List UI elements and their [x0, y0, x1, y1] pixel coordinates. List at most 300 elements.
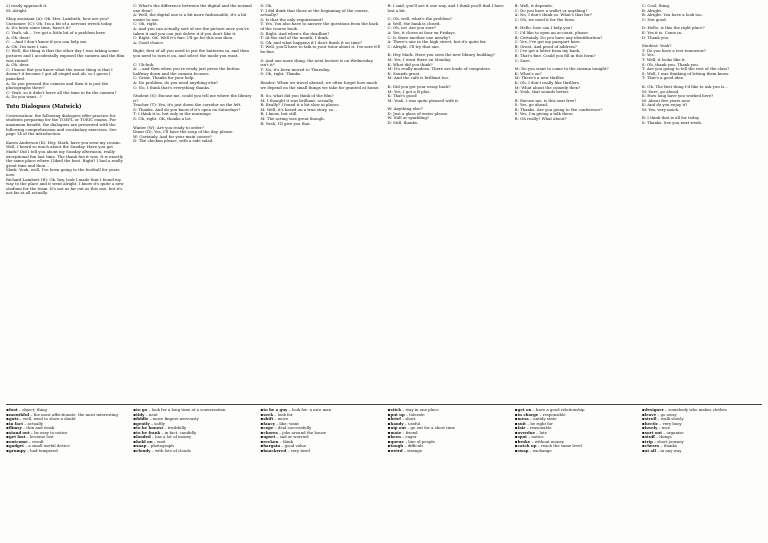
glossary-definition: thin and weak	[26, 425, 55, 430]
glossary-column-3	[260, 408, 380, 540]
dialogue-line: B: Hello, how can I help you?	[514, 25, 573, 31]
glossary-separator: –	[273, 425, 278, 430]
glossary-definition: be right for	[530, 420, 553, 426]
dialogue-line: R: I think that is all for today.	[641, 115, 700, 121]
glossary-separator: –	[29, 411, 34, 417]
dialogue-line: C: Oh, we need it for the form.	[514, 16, 576, 22]
dialogue-line: A: Oh, dear!	[6, 34, 31, 40]
glossary-separator: –	[147, 408, 152, 412]
glossary-definition: notice	[531, 434, 544, 439]
dialogue-line: M: Yes, very much.	[641, 106, 680, 112]
glossary-term: cope	[263, 425, 274, 430]
dialogue-line: S: Oh, right. OK, thanks a lot.	[133, 116, 192, 122]
glossary-term: to be a guy	[263, 408, 289, 412]
dialogue-line: A: There's one in the high street, but it's quite far.	[387, 39, 487, 45]
glossary-term: outcome	[9, 438, 28, 444]
bullet-icon: ▪	[133, 416, 136, 421]
glossary-separator: –	[535, 429, 540, 435]
dialogue-line: R: Yeah, I'll give you that.	[260, 120, 311, 126]
dialogue-line: R: I said, you'll see it one way, and I think you'll find I have lost a bit.	[387, 4, 504, 13]
glossary-separator: –	[525, 425, 530, 430]
dialogue-line: A: Good choice.	[133, 39, 165, 45]
glossary-definition: deal successfully	[277, 425, 312, 430]
dialogue-line: B: Certainly. Do you have any identification?	[514, 34, 603, 40]
dialogue-line: T: No, it's been moved to Thursday.	[260, 66, 331, 72]
dialogue-line: S: Right. And when's the deadline?	[260, 30, 330, 36]
glossary-separator: –	[656, 416, 661, 421]
dialogue-line: T: At the end of the month, I think.	[260, 35, 329, 41]
bullet-icon: ▪	[387, 425, 391, 430]
bullet-icon: ▪	[641, 420, 645, 426]
dialogue-line: M: About five years now.	[641, 97, 691, 103]
glossary-term: to go	[136, 408, 148, 412]
glossary-separator: –	[402, 447, 407, 453]
glossary-definition: with lots of clouds	[154, 447, 191, 453]
dialogue-line: S: Yes.	[641, 52, 655, 58]
dialogue-line: A: So you pressed the camera and then it is just the photographs there?	[6, 80, 109, 91]
bullet-icon: ▪	[641, 447, 645, 453]
dialogue-line: S: Yes, go ahead.	[514, 102, 549, 108]
dialogue-line: A: Well, the digital one is a bit more fashionable, it's a bit easier to use.	[133, 12, 247, 22]
glossary-definition: like; want	[279, 420, 299, 426]
glossary-separator: –	[528, 447, 533, 453]
glossary-separator: –	[400, 434, 406, 439]
glossary-separator: –	[150, 434, 156, 439]
glossary-term: grumpy	[9, 447, 26, 453]
dialogue-line: Customer: (C): Oh, I'm a bit of a nervous wreck today.	[6, 20, 113, 26]
bullet-icon: ▪	[514, 443, 518, 448]
glossary-separator: –	[536, 443, 541, 448]
dialogue-line: C: Cool, thing.	[641, 4, 671, 8]
glossary-definition: things	[659, 434, 672, 439]
glossary-term: suit	[517, 420, 526, 426]
dialogue-line: K: Oh, I don't really like thrillers.	[514, 79, 581, 85]
bullet-icon: ▪	[133, 447, 136, 453]
dialogue-line: B: Alright. You have a look too.	[641, 12, 703, 18]
dialogue-line: M: There's a new thriller.	[514, 75, 565, 81]
dialogue-line: M: I thought it was brilliant, actually.	[260, 97, 334, 103]
bullet-icon: ▪	[260, 438, 263, 444]
glossary-separator: –	[18, 416, 23, 421]
dialogue-line: C: Great. Thanks for your help.	[133, 75, 195, 81]
glossary-term: in fact	[9, 420, 24, 426]
bullet-icon: ▪	[514, 420, 518, 426]
dialogue-line: M: Yes, I went there on Monday.	[387, 56, 452, 62]
glossary-separator: –	[280, 443, 285, 448]
dialogue-line: B: Great. And proof of address?	[514, 43, 578, 49]
bullet-icon: ▪	[387, 443, 391, 448]
glossary-separator: –	[152, 438, 157, 444]
glossary-separator: –	[17, 408, 23, 412]
glossary-definition: actually	[27, 420, 44, 426]
glossary-term: flimsy	[9, 425, 22, 430]
glossary-separator: –	[526, 434, 532, 439]
glossary-definition: short journey	[657, 438, 684, 444]
glossary-section	[6, 404, 762, 540]
dialogue-line: K: What did you think?	[387, 61, 433, 67]
dialogue-line: D: Just a glass of water please.	[387, 110, 449, 116]
glossary-column-1	[6, 408, 126, 540]
glossary-definition: truthfully	[167, 425, 187, 430]
dialogue-line: C: ...And I don't know if you can help me.	[6, 39, 88, 45]
glossary-definition: think	[282, 438, 293, 444]
glossary-term: in charge	[517, 411, 539, 417]
dialogue-line: Mark: Yeah, well, I've been going to the football for years now.	[6, 167, 120, 177]
bullet-icon: ▪	[514, 434, 518, 439]
dialogue-line: C: Do you have a wallet or anything?	[514, 7, 588, 13]
glossary-definition: move fingers nervously	[152, 416, 199, 421]
dialogue-line: M: Well, it's based on a true story, so...	[260, 106, 337, 112]
glossary-separator: –	[528, 416, 534, 421]
glossary-term: seek	[263, 411, 274, 417]
glossary-separator: –	[21, 425, 27, 430]
bullet-icon: ▪	[133, 408, 136, 412]
dialogue-line: S: Thanks. See you next week.	[641, 120, 702, 126]
glossary-definition: friend	[405, 429, 418, 435]
dialogue-line: D: Thank you.	[641, 34, 670, 40]
glossary-separator: –	[23, 420, 28, 426]
glossary-definition: object; thing	[22, 408, 48, 412]
glossary-separator: –	[656, 411, 661, 417]
dialogue-line: R: Oh really? What about?	[514, 116, 567, 122]
glossary-definition: in fact, candidly	[164, 429, 197, 435]
bullet-icon: ▪	[387, 438, 391, 444]
bullet-icon: ▪	[6, 447, 9, 453]
glossary-term: tidy	[136, 411, 145, 417]
dialogue-line: C: Oh, no! Are you sure?	[387, 25, 437, 31]
bullet-icon: ▪	[514, 416, 518, 421]
glossary-term: stroll	[644, 416, 657, 421]
glossary-definition: bad-tempered	[30, 447, 58, 453]
glossary-entry	[6, 449, 126, 454]
glossary-term: stuff	[644, 434, 655, 439]
glossary-definition: result	[32, 438, 44, 444]
bullet-icon: ▪	[387, 416, 391, 421]
dialogue-line: Richard Lambert (R): Ok, hey, look I made that I found my way to the place and it went alright. I know it's quite a new stadium for the team. It's not as far out as this one, but it's not far at all actually.	[6, 176, 124, 196]
text-column-3	[260, 4, 380, 400]
glossary-term: mess	[517, 416, 529, 421]
dialogue-line: D: Still, thanks.	[387, 120, 419, 126]
glossary-term: knackered	[263, 447, 287, 453]
dialogue-line: A: Oh, I'm sure I can.	[6, 43, 48, 49]
dialogue-line: Conversation: the following dialogues offer practice for students preparing for the TOEFL or TOEIC exams. For maximum benefit, the dialogues are presented with the following comprehension and vocabulary exercises. See page 14 of the introduction.	[6, 112, 117, 137]
glossary-term: stand out	[9, 429, 30, 435]
glossary-separator: –	[657, 425, 662, 430]
glossary-separator: –	[401, 429, 406, 435]
text-column-4	[387, 4, 507, 400]
glossary-term: put up	[390, 411, 405, 417]
glossary-term: bargain	[263, 443, 281, 448]
glossary-entry	[642, 449, 762, 454]
glossary-term: lovely	[644, 425, 658, 430]
glossary-definition: well, used to show a doubt	[22, 416, 76, 421]
dialogue-line: T: Well, you'll have to talk to your tutor about it. I'm sure it'll be fine.	[260, 44, 381, 54]
bullet-icon: ▪	[514, 447, 518, 453]
glossary-definition: short	[405, 416, 416, 421]
glossary-separator: –	[403, 443, 408, 448]
glossary-term: catch up	[517, 443, 537, 448]
glossary-term: trip	[644, 438, 653, 444]
glossary-term: fair	[517, 425, 526, 430]
bullet-icon: ▪	[133, 411, 136, 417]
dialogue-line: A: Well, the bank is closed.	[387, 20, 441, 26]
glossary-term: overdue	[517, 429, 536, 435]
dialogue-line: K: Did you get your essay back?	[387, 83, 451, 89]
dialogue-line: K: And do you enjoy it?	[641, 102, 688, 108]
dialogue-line: S: Thanks. And do you know if it's open on Saturdays?	[133, 106, 241, 112]
dialogue-line: Reader: When we travel abroad, we often forget how much we depend on the small things we take for granted at home.	[260, 79, 380, 90]
glossary-term: fiddle	[136, 416, 149, 421]
bullet-icon: ▪	[260, 447, 263, 453]
glossary-term: designer	[644, 408, 664, 412]
glossary-definition: has a lot of money	[155, 434, 192, 439]
dialogue-line: A: Yes, it closes at four on Fridays.	[387, 29, 456, 35]
glossary-separator: –	[29, 429, 35, 435]
bullet-icon: ▪	[260, 434, 263, 439]
glossary-separator: –	[163, 425, 168, 430]
dialogue-line: C: Is there another one nearby?	[387, 34, 451, 40]
bullet-icon: ▪	[641, 416, 645, 421]
dialogue-line: A: ...and then when you're ready just press the button halfway down and the camera focuses.	[133, 66, 240, 76]
glossary-separator: –	[274, 420, 280, 426]
glossary-separator: –	[278, 438, 283, 444]
glossary-separator: –	[658, 420, 663, 426]
glossary-definition: go out for a short time	[410, 425, 455, 430]
bullet-icon: ▪	[641, 425, 645, 430]
glossary-separator: –	[273, 411, 278, 417]
glossary-definition: responsible	[542, 411, 566, 417]
dialogue-line: T: That's a good idea.	[641, 75, 685, 81]
glossary-separator: –	[150, 447, 155, 453]
glossary-term: hectic	[644, 420, 659, 426]
dialogue-line: B: That's fine. Could you fill in this form?	[514, 52, 596, 58]
dialogue-line: S: Ok.	[260, 4, 273, 8]
bullet-icon: ▪	[133, 420, 136, 426]
dialogue-line: S: And one more thing, the next lecture is on Wednesday, isn't it?	[260, 57, 374, 68]
bullet-icon: ▪	[514, 408, 518, 412]
glossary-separator: –	[148, 416, 153, 421]
dialogue-line: T: Well, it looks like it.	[641, 56, 686, 62]
glossary-definition: tolerate	[409, 411, 425, 417]
glossary-definition: walk slowly	[660, 416, 684, 421]
glossary-term: to be frank	[136, 429, 161, 435]
glossary-term: swap	[517, 447, 529, 453]
glossary-term: shift	[263, 416, 274, 421]
dialogue-line: Waiter (W): Are you ready to order?	[133, 124, 204, 130]
dialogue-line: K: What's on?	[514, 70, 542, 76]
dialogue-line: A: Do you want...?	[6, 94, 42, 100]
glossary-definition: stay in one place	[405, 408, 439, 412]
glossary-separator: –	[525, 420, 531, 426]
glossary-separator: –	[538, 411, 543, 417]
bullet-icon: ▪	[6, 416, 9, 421]
bullet-icon: ▪	[6, 443, 9, 448]
glossary-definition: line of people	[408, 438, 435, 444]
glossary-term: to be honest	[136, 425, 164, 430]
glossary-separator: –	[275, 434, 280, 439]
glossary-term: mouthful	[9, 411, 30, 417]
dialogue-line: C: Yes, I've got my passport here.	[514, 39, 581, 45]
glossary-term: tough	[390, 443, 404, 448]
dialogue-line: C: Right. OK. Well it's fine. I'll go for this one then.	[133, 35, 234, 41]
glossary-definition: useful	[408, 420, 421, 426]
dialogue-line: C: Well, the thing is that the other day I was taking some pictures and I accidentally exposed the camera and the film was ruined.	[6, 48, 125, 63]
glossary-column-5	[515, 408, 635, 540]
glossary-definition: reach the same level	[540, 443, 582, 448]
bullet-icon: ▪	[6, 425, 9, 430]
dialogue-line: W: Anything else?	[387, 106, 423, 112]
glossary-entry	[515, 449, 635, 454]
dialogue-line: A: It's been some time, hasn't it?	[6, 25, 71, 31]
bullet-icon: ▪	[641, 408, 645, 412]
bullet-icon: ▪	[6, 420, 9, 426]
dialogue-line: Karen Anderson (K): Hey, Mark, have you seen my cousin. Well, I heard so much about the Sunday. Have you got Mark? Did I tell you about my Sunday afternoon, really exceptional fun last time. The thank fun it was. It is exactly the same place where I liked the best. Right? I had a really great time and then...	[6, 139, 124, 168]
dialogue-line: M: What about the comedy then?	[514, 84, 581, 90]
dialogue-columns	[6, 4, 762, 400]
glossary-separator: –	[652, 438, 658, 444]
glossary-column-6	[642, 408, 762, 540]
dialogue-line: C: Oh, right.	[133, 21, 158, 27]
glossary-separator: –	[25, 434, 30, 439]
glossary-entry	[133, 449, 253, 454]
text-column-1	[6, 4, 126, 400]
glossary-term: keen	[390, 434, 401, 439]
glossary-separator: –	[25, 447, 31, 453]
bullet-icon: ▪	[514, 438, 518, 444]
dialogue-line: S: Oh, thank you. Thank you.	[641, 61, 700, 67]
glossary-term: upset	[263, 434, 276, 439]
dialogue-line: T: I think it is, but only in the mornings.	[133, 111, 212, 117]
glossary-separator: –	[663, 408, 669, 412]
bullet-icon: ▪	[260, 425, 263, 430]
glossary-definition: strange	[406, 447, 423, 453]
dialogue-line: K: Hey Mark. Have you seen the new library building?	[387, 52, 495, 58]
glossary-separator: –	[23, 443, 29, 448]
dialogue-line: Student (S): Excuse me, could you tell me where the library is?	[133, 93, 252, 103]
dialogue-line: M: The acting was great though.	[260, 116, 325, 122]
text-column-2	[133, 4, 253, 400]
glossary-separator: –	[662, 429, 667, 435]
bullet-icon: ▪	[514, 429, 518, 435]
bullet-icon: ▪	[387, 429, 391, 435]
glossary-definition: in any way	[660, 447, 682, 453]
dialogue-line: C: I've got a letter from my bank.	[514, 48, 581, 54]
glossary-term: get on	[517, 408, 532, 412]
glossary-term: reckon	[263, 438, 279, 444]
dialogue-line: K: Yeah, that sounds better.	[514, 89, 570, 95]
bullet-icon: ▪	[133, 438, 136, 444]
glossary-term: sort out	[644, 429, 663, 435]
glossary-definition: move	[277, 416, 289, 421]
dialogue-line: K: Oh. The first thing I'd like to ask you is...	[641, 83, 728, 89]
dialogue-line: R: I know, but still.	[260, 111, 298, 117]
dialogue-line: A: Oh, dear.	[6, 62, 30, 68]
dialogue-line: C: Uh-huh.	[133, 61, 155, 67]
glossary-definition: go away	[660, 411, 677, 417]
dialogue-line: T: Are you going to tell the rest of the class?	[641, 66, 730, 72]
glossary-definition: look for a long time at a conversation	[151, 408, 226, 412]
dialogue-line: M: It's really modern. There are loads of computers.	[387, 66, 491, 72]
glossary-separator: –	[655, 447, 661, 453]
bullet-icon: ▪	[6, 434, 9, 439]
glossary-definition: sad or worried	[279, 434, 309, 439]
bullet-icon: ▪	[387, 434, 391, 439]
glossary-term: mate	[390, 429, 402, 435]
glossary-definition: eager	[405, 434, 417, 439]
glossary-term: cheers	[644, 443, 660, 448]
glossary-definition: jobs around the house	[282, 429, 327, 435]
glossary-definition: be easy to notice	[34, 429, 68, 435]
section-heading: Tutu Dialogues (Matwick)	[6, 103, 82, 110]
glossary-definition: difficult	[407, 443, 423, 448]
dialogue-line: S: Ok, and what happens if I don't finish it on time?	[260, 39, 362, 45]
dialogue-line: S: Oh, right. Thanks.	[260, 71, 302, 77]
dialogue-line: M: Sure, go ahead.	[641, 88, 680, 94]
glossary-definition: very tired	[290, 447, 310, 453]
dialogue-line: M: Alright.	[6, 7, 28, 13]
glossary-definition: photograph	[150, 443, 174, 448]
glossary-term: gadget	[9, 443, 24, 448]
glossary-separator: –	[146, 443, 151, 448]
dialogue-line: C: Yeah, uh... I've got a little bit of a problem here.	[6, 29, 107, 35]
glossary-term: hold on	[136, 438, 153, 444]
glossary-separator: –	[404, 411, 410, 417]
glossary-term: loaded	[136, 434, 151, 439]
glossary-separator: –	[406, 425, 411, 430]
bullet-icon: ▪	[260, 408, 263, 412]
bullet-icon: ▪	[6, 411, 9, 417]
glossary-column-4	[387, 408, 507, 540]
dialogue-line: B: Alright.	[641, 7, 663, 13]
dialogue-line: D: The chicken please, with a side salad.	[133, 138, 214, 144]
glossary-term: gently	[136, 420, 150, 426]
glossary-separator: –	[149, 420, 155, 426]
dialogue-line: C: Oh, well, what's the problem?	[387, 16, 452, 22]
dialogue-line: W: Certainly. And for your main course?	[133, 133, 212, 139]
glossary-separator: –	[403, 420, 409, 426]
glossary-term: handy	[390, 420, 404, 426]
bullet-icon: ▪	[260, 420, 263, 426]
glossary-definition: exchange	[532, 447, 552, 453]
glossary-term: stick	[390, 408, 402, 412]
glossary-definition: organise	[666, 429, 684, 435]
glossary-term: chores	[263, 429, 278, 435]
dialogue-line: C: Sure.	[514, 57, 531, 63]
dialogue-line: T: I did think that those at the beginning of the course, actually?	[260, 7, 369, 18]
dialogue-line: A: And you can actually sort of see the picture once you've taken it and you can just delete it if you don't like it.	[133, 25, 249, 36]
glossary-definition: a small useful device	[28, 443, 70, 448]
glossary-definition: late	[539, 429, 547, 435]
bullet-icon: ▪	[133, 443, 136, 448]
glossary-separator: –	[654, 434, 660, 439]
glossary-term: snap	[136, 443, 147, 448]
bullet-icon: ▪	[641, 429, 645, 435]
dialogue-line: A: No problem, do you need anything else?	[133, 79, 219, 85]
dialogue-line: Teacher (T): Yes, it's just down the corridor on the left.	[133, 102, 242, 108]
glossary-separator: –	[286, 447, 291, 453]
glossary-definition: wait	[156, 438, 166, 444]
glossary-definition: look for: a nice man	[291, 408, 332, 412]
bullet-icon: ▪	[387, 408, 391, 412]
bullet-icon: ▪	[133, 425, 136, 430]
text-column-6	[642, 4, 762, 400]
glossary-definition: neat	[148, 411, 158, 417]
glossary-term: foot	[9, 408, 18, 412]
text-column-5	[515, 4, 635, 400]
glossary-definition: the most affectionate, the most interesting	[33, 411, 118, 417]
dialogue-line: C: What's the difference between the digital and the normal one then?	[133, 4, 252, 13]
glossary-separator: –	[403, 438, 409, 444]
